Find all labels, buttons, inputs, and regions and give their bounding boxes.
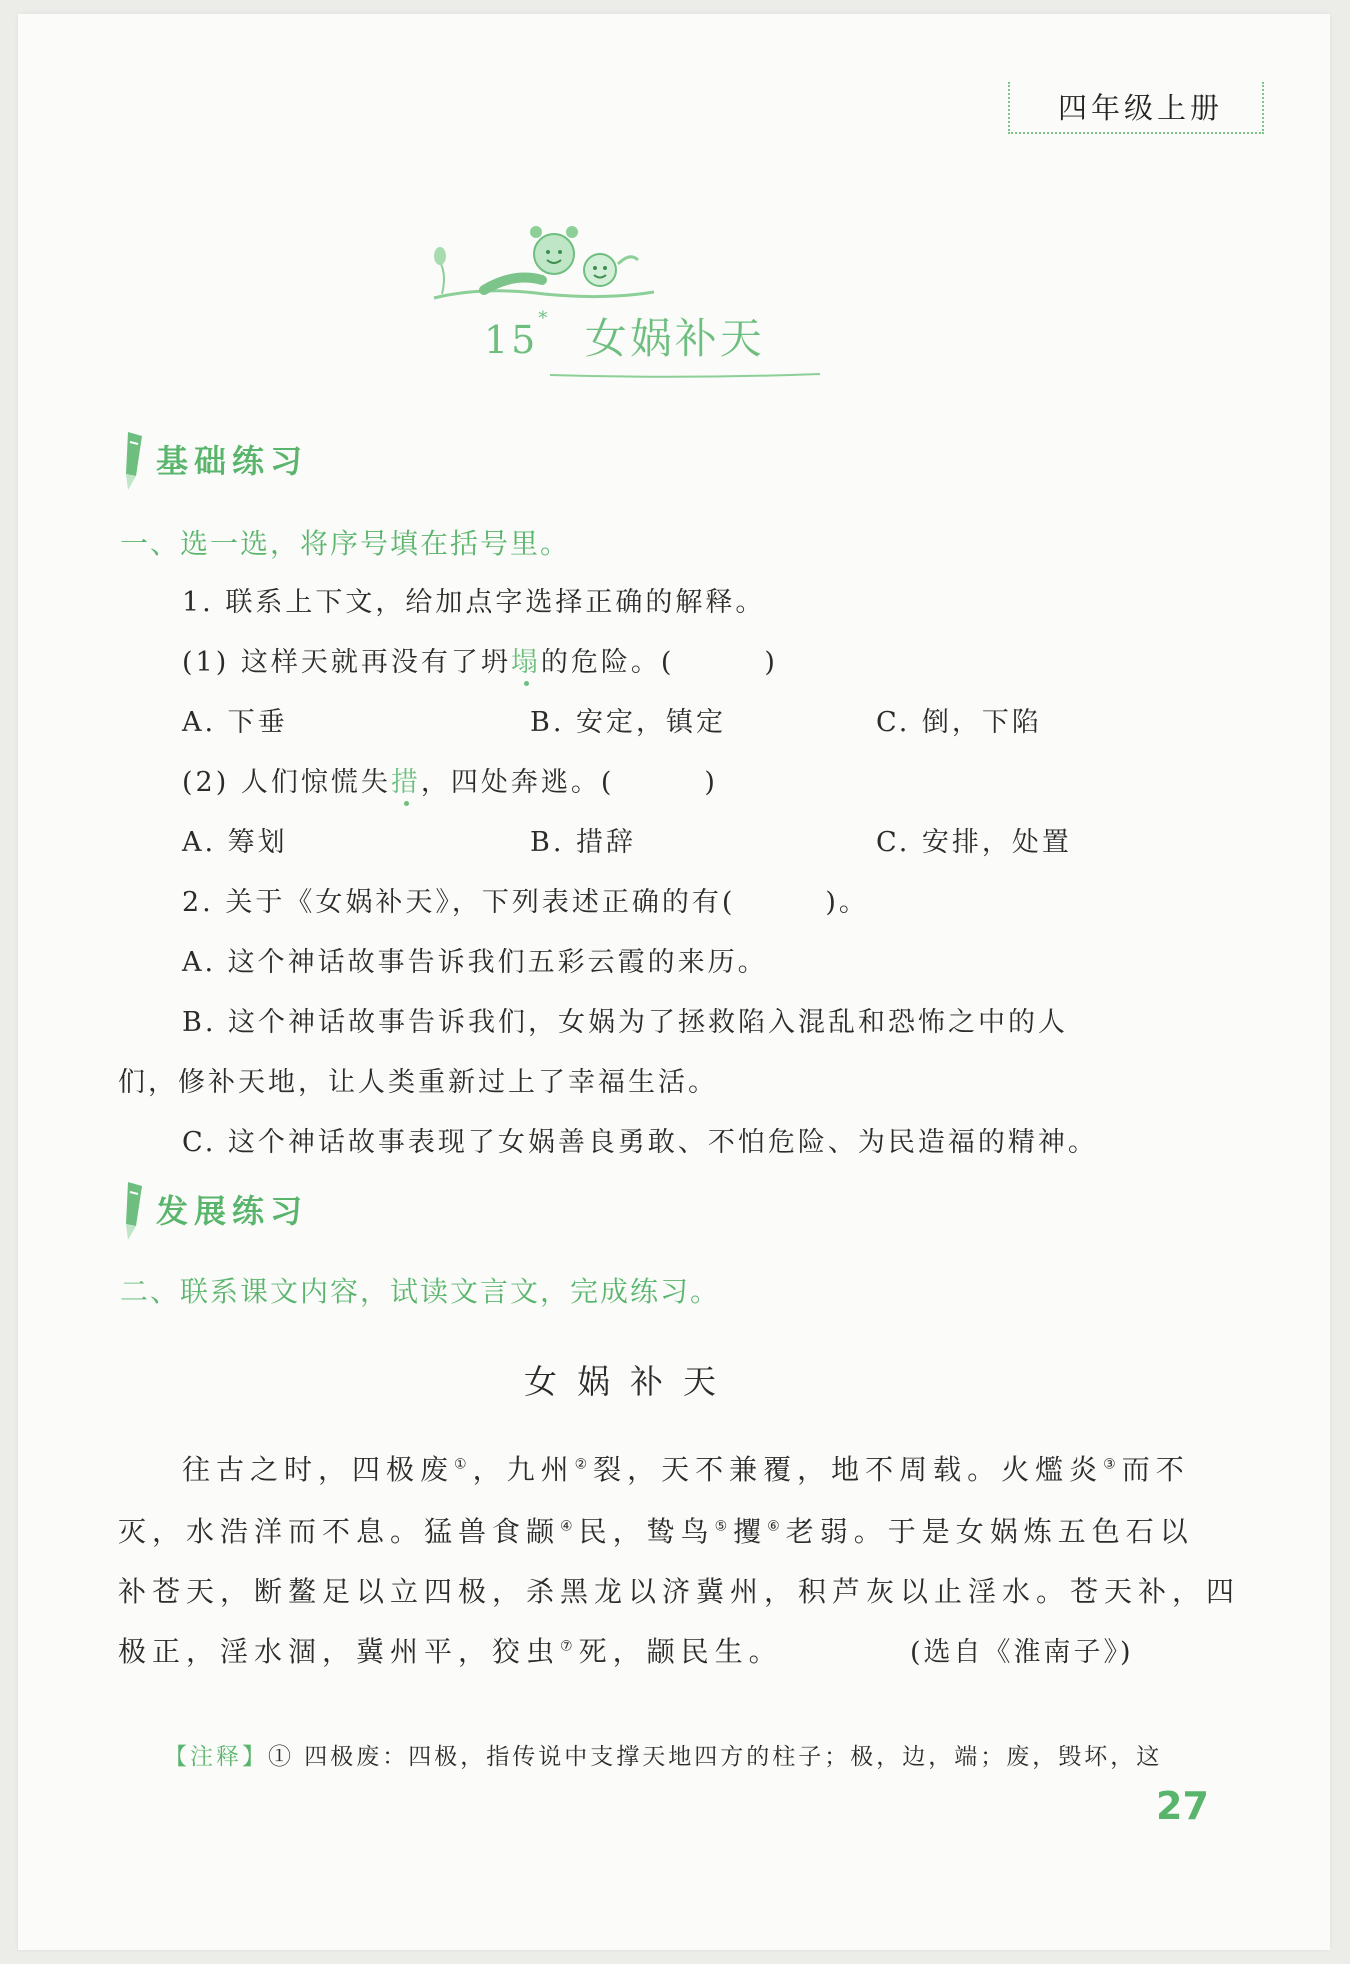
passage-title: 女娲补天	[524, 1362, 736, 1401]
passage-source: (选自《淮南子》)	[910, 1637, 1134, 1668]
page-number: 27	[1156, 1784, 1209, 1828]
passage-line-3: 补苍天，断鳌足以立四极，杀黑龙以济冀州，积芦灰以止淫水。苍天补，四	[118, 1575, 1241, 1608]
sub1-text-before: (1) 这样天就再没有了坍	[182, 647, 511, 678]
sub1-option-a: A. 下垂	[182, 707, 288, 738]
question-1-item-1: 1. 联系上下文，给加点字选择正确的解释。	[182, 587, 766, 618]
question-1-sub-2	[182, 760, 718, 799]
grade-label-box	[1008, 82, 1264, 134]
grade-label: 四年级上册	[1058, 91, 1224, 125]
sub1-option-b: B. 安定，镇定	[530, 707, 727, 738]
sub2-text-before: (2) 人们惊慌失	[182, 767, 391, 798]
lesson-name: 女娲补天	[584, 314, 765, 363]
passage-line-1: 往古之时，四极废①，九州②裂，天不兼覆，地不周载。火爁炎③而不	[182, 1453, 1190, 1486]
pencil-icon	[118, 1180, 148, 1242]
item-2-option-b-line-2: 们，修补天地，让人类重新过上了幸福生活。	[118, 1067, 718, 1098]
passage-line-4: 极正，淫水涸，冀州平，狡虫⑦死，颛民生。	[118, 1635, 783, 1668]
footnote-text: ① 四极废：四极，指传说中支撑天地四方的柱子；极，边，端；废，毁坏，这	[268, 1744, 1163, 1770]
sub2-option-b: B. 措辞	[530, 827, 637, 858]
question-2-heading: 二、联系课文内容，试读文言文，完成练习。	[120, 1275, 721, 1308]
footnote-tag: 【注释】	[164, 1744, 268, 1770]
children-illustration-icon	[424, 220, 664, 310]
question-1-heading: 一、选一选，将序号填在括号里。	[120, 527, 571, 560]
question-1-item-2: 2. 关于《女娲补天》，下列表述正确的有( )。	[182, 887, 869, 918]
section-label: 基础练习	[156, 442, 309, 480]
sub2-dotted-char: 措	[390, 767, 421, 798]
item-2-option-a: A. 这个神话故事告诉我们五彩云霞的来历。	[182, 947, 768, 978]
sub2-option-c: C. 安排，处置	[876, 827, 1072, 858]
sub1-text-after: 的危险。( )	[540, 647, 778, 678]
passage-line-2: 灭，水浩洋而不息。猛兽食颛④民，鸷鸟⑤攫⑥老弱。于是女娲炼五色石以	[118, 1515, 1194, 1548]
section-label: 发展练习	[156, 1192, 309, 1230]
sub1-dotted-char: 塌	[510, 647, 541, 678]
footnote	[164, 1738, 1162, 1771]
sub1-option-c: C. 倒，下陷	[876, 707, 1042, 738]
item-2-option-b-line-1: B. 这个神话故事告诉我们，女娲为了拯救陷入混乱和恐怖之中的人	[182, 1007, 1069, 1038]
lesson-title	[484, 306, 765, 366]
sub2-option-a: A. 筹划	[182, 827, 288, 858]
item-2-option-c: C. 这个神话故事表现了女娲善良勇敢、不怕危险、为民造福的精神。	[182, 1127, 1098, 1158]
title-underline	[550, 370, 820, 380]
lesson-mark: *	[538, 308, 551, 329]
sub2-text-after: ，四处奔逃。( )	[420, 767, 718, 798]
pencil-icon	[118, 430, 148, 492]
lesson-number: 15	[484, 318, 539, 362]
question-1-sub-1	[182, 640, 778, 679]
